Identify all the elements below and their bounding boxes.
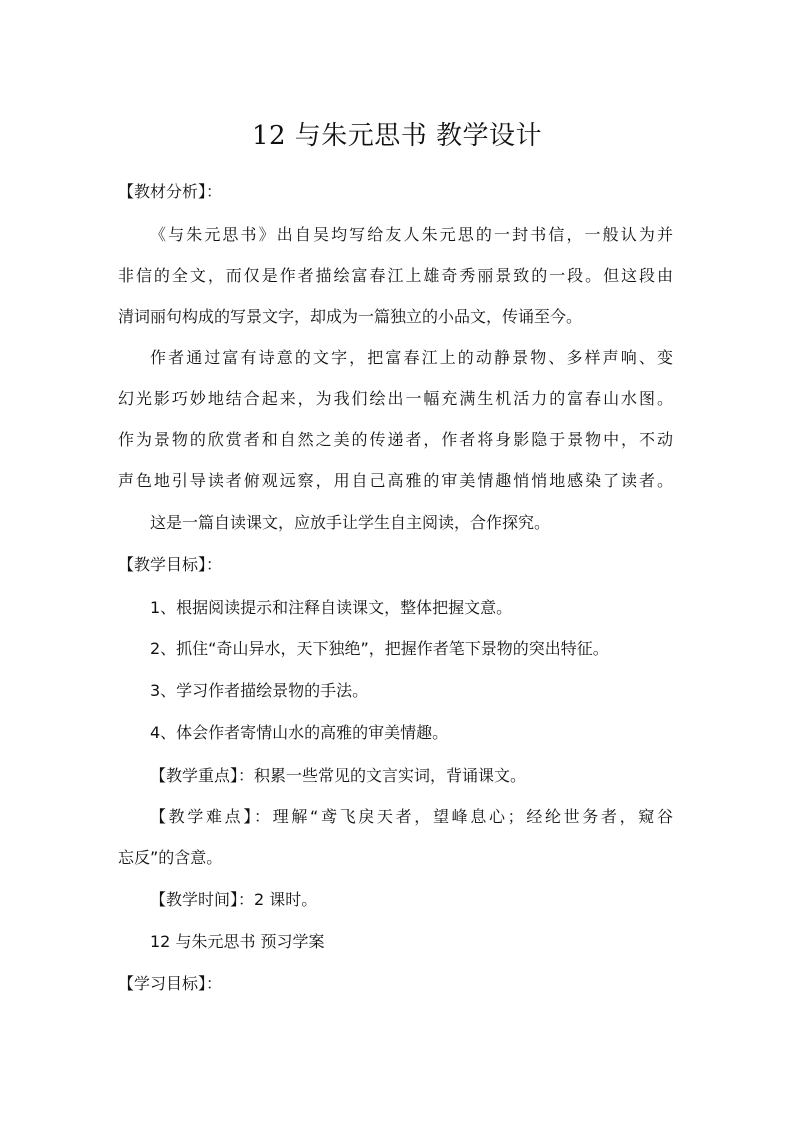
page-title: 12 与朱元思书 教学设计 [251,121,543,151]
preview-title: 12 与朱元思书 预习学案 [150,932,325,951]
analysis-p2-line2: 幻光影巧妙地结合起来，为我们绘出一幅充满生机活力的富春山水图。 [118,389,673,408]
difficulty-line1: 【教学难点】：理解“鸢飞戾天者，望峰息心；经纶世务者，窥谷 [150,807,673,826]
analysis-p1-line2: 非信的全文，而仅是作者描绘富春江上雄奇秀丽景致的一段。但这段由 [118,266,673,285]
analysis-p2-line1: 作者通过富有诗意的文字，把富春江上的动静景物、多样声响、变 [150,348,673,367]
section-heading-study-goals: 【学习目标】： [118,974,223,993]
objective-item: 1、根据阅读提示和注释自读课文，整体把握文意。 [150,598,513,617]
teaching-time: 【教学时间】：2 课时。 [150,890,318,909]
section-heading-material: 【教材分析】： [118,182,223,201]
analysis-p2-line4: 声色地引导读者俯观远察，用自己高雅的审美情趣悄悄地感染了读者。 [118,471,673,490]
section-heading-objectives: 【教学目标】： [118,555,223,574]
difficulty-line2: 忘反”的含意。 [118,848,223,867]
objective-item: 4、体会作者寄情山水的高雅的审美情趣。 [150,723,449,742]
objective-item: 3、学习作者描绘景物的手法。 [150,681,369,700]
analysis-p3: 这是一篇自读课文，应放手让学生自主阅读，合作探究。 [150,513,551,532]
key-point: 【教学重点】：积累一些常见的文言实词，背诵课文。 [150,766,527,785]
analysis-p2-line3: 作为景物的欣赏者和自然之美的传递者，作者将身影隐于景物中，不动 [118,430,673,449]
analysis-p1-line1: 《与朱元思书》出自吴均写给友人朱元思的一封书信，一般认为并 [150,225,673,244]
analysis-p1-line3: 清词丽句构成的写景文字，却成为一篇独立的小品文，传诵至今。 [118,307,583,326]
objective-item: 2、抓住“奇山异水，天下独绝”，把握作者笔下景物的突出特征。 [150,639,609,658]
